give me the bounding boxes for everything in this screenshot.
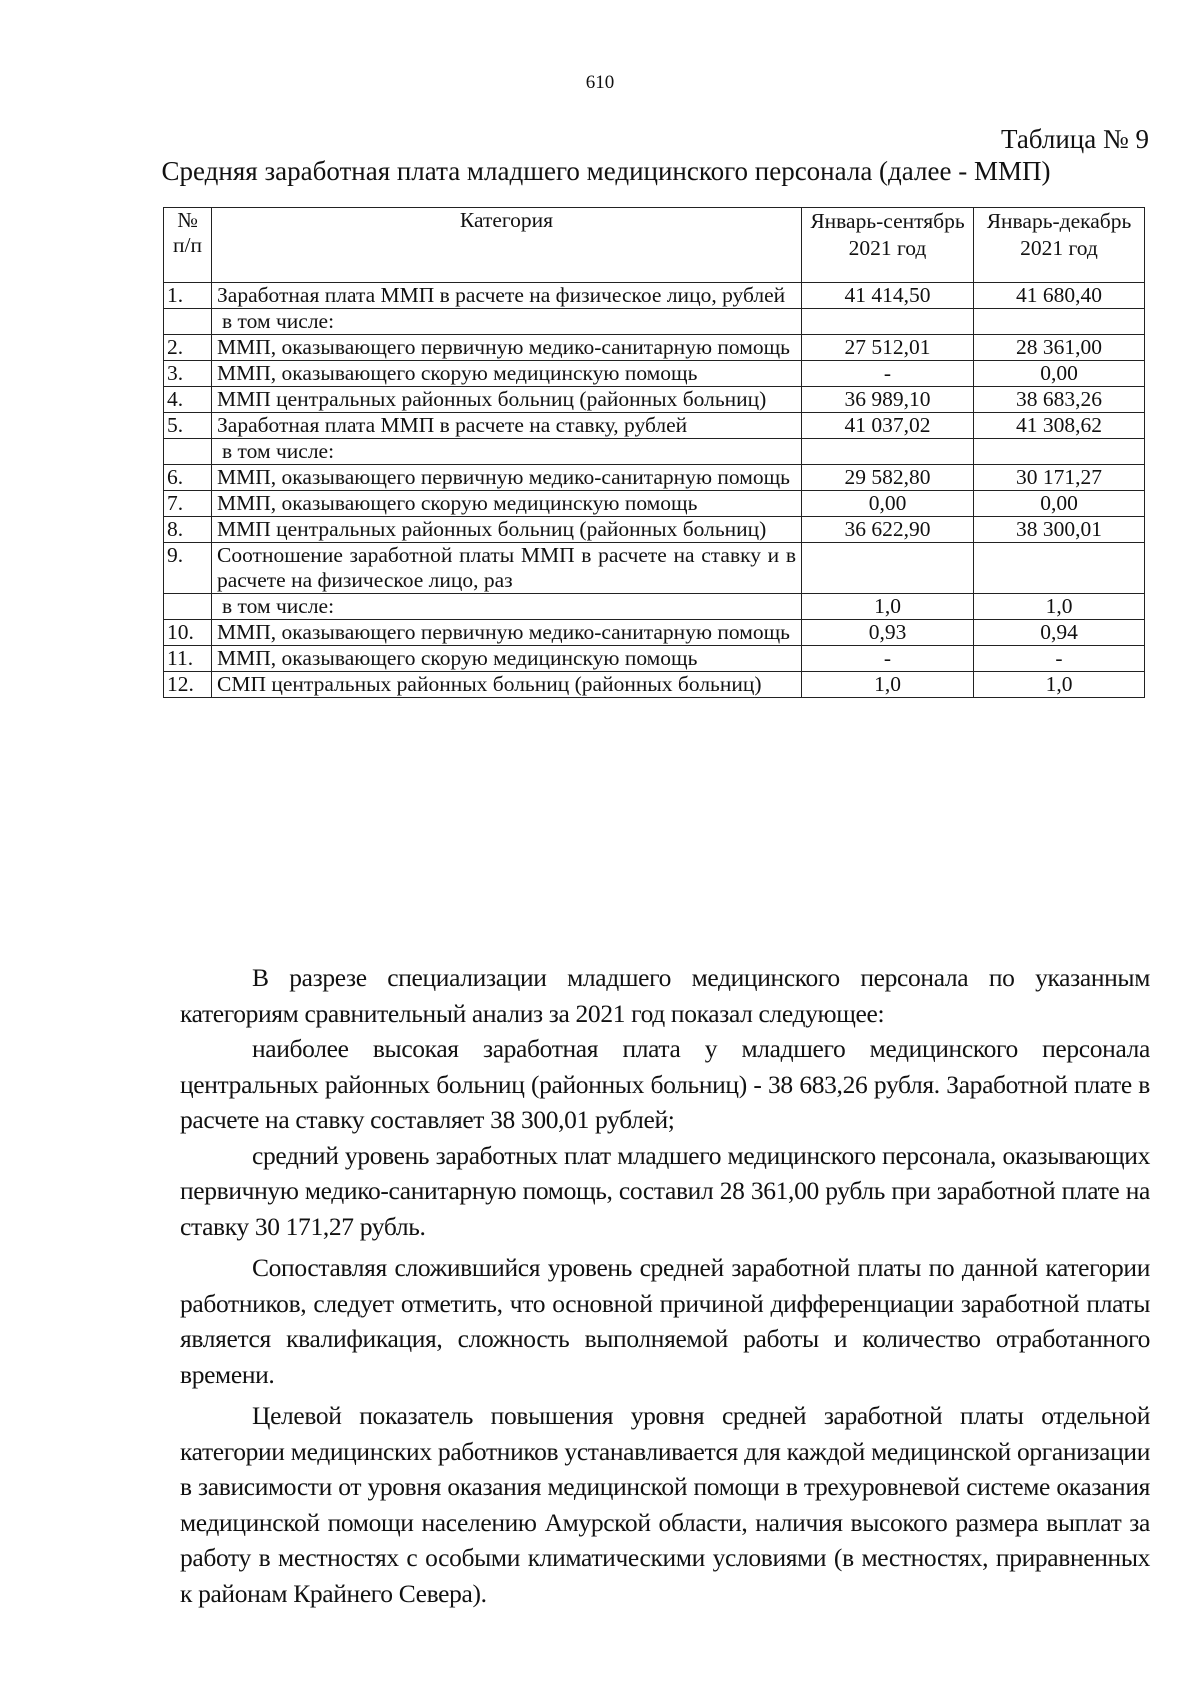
row-value-period-2: 1,0 xyxy=(974,672,1145,698)
row-num: 4. xyxy=(164,387,212,413)
table-row xyxy=(164,646,1145,672)
row-value-period-1 xyxy=(802,439,974,465)
header-period-2: Январь-декабрь 2021 год xyxy=(974,208,1145,283)
row-category: ММП, оказывающего первичную медико-санитарную помощь xyxy=(212,620,802,646)
table-row xyxy=(164,361,1145,387)
row-num: 1. xyxy=(164,283,212,309)
row-value-period-2: 0,00 xyxy=(974,491,1145,517)
row-value-period-1: 1,0 xyxy=(802,672,974,698)
row-category: в том числе: xyxy=(212,594,802,620)
row-num: 5. xyxy=(164,413,212,439)
header-category: Категория xyxy=(212,208,802,283)
header-num: № п/п xyxy=(164,208,212,283)
row-value-period-2: 41 308,62 xyxy=(974,413,1145,439)
table-header-row xyxy=(164,208,1145,283)
row-value-period-1: 1,0 xyxy=(802,594,974,620)
row-value-period-2: 0,00 xyxy=(974,361,1145,387)
page-number: 610 xyxy=(585,72,615,93)
table-row xyxy=(164,439,1145,465)
row-num xyxy=(164,594,212,620)
row-value-period-2: 41 680,40 xyxy=(974,283,1145,309)
row-category: ММП, оказывающего скорую медицинскую помощь xyxy=(212,646,802,672)
row-num: 10. xyxy=(164,620,212,646)
paragraph: Целевой показатель повышения уровня средней заработной платы отдельной категории медицинских работников устанавливается для каждой медицинской организации в зависимости от уровня оказания медицинской помощи в трехуровневой системе оказания медицинской помощи населению Амурской области, наличия высокого размера выплат за работу в местностях с особыми климатическими условиями (в местностях, приравненных к районам Крайнего Севера). xyxy=(180,1401,1150,1608)
row-value-period-1: 41 414,50 xyxy=(802,283,974,309)
row-value-period-2 xyxy=(974,439,1145,465)
row-category: ММП центральных районных больниц (районных больниц) xyxy=(212,517,802,543)
row-value-period-1 xyxy=(802,543,974,594)
table-row xyxy=(164,283,1145,309)
row-category: ММП, оказывающего первичную медико-санитарную помощь xyxy=(212,335,802,361)
table-row xyxy=(164,517,1145,543)
row-num xyxy=(164,309,212,335)
header-period-1: Январь-сентябрь 2021 год xyxy=(802,208,974,283)
paragraph: наиболее высокая заработная плата у младшего медицинского персонала центральных районных больниц (районных больниц) - 38 683,26 рубля. Заработной плате в расчете на ставку составляет 38 300,01 рублей; xyxy=(180,1034,1150,1134)
row-value-period-2 xyxy=(974,309,1145,335)
paragraph: В разрезе специализации младшего медицинского персонала по указанным категориям сравнительный анализ за 2021 год показал следующее: xyxy=(180,963,1150,1028)
table-row xyxy=(164,620,1145,646)
row-num: 2. xyxy=(164,335,212,361)
row-value-period-1: 41 037,02 xyxy=(802,413,974,439)
row-category: Соотношение заработной платы ММП в расчете на ставку и в расчете на физическое лицо, раз xyxy=(212,543,802,594)
table-title: Средняя заработная плата младшего медицинского персонала (далее - ММП) xyxy=(161,156,1051,186)
row-value-period-1: 0,93 xyxy=(802,620,974,646)
table-row xyxy=(164,387,1145,413)
table-row xyxy=(164,543,1145,594)
row-value-period-1: 36 989,10 xyxy=(802,387,974,413)
row-num: 12. xyxy=(164,672,212,698)
table-label: Таблица № 9 xyxy=(1001,124,1149,154)
row-value-period-2: 38 683,26 xyxy=(974,387,1145,413)
row-value-period-2: 30 171,27 xyxy=(974,465,1145,491)
table-row xyxy=(164,413,1145,439)
row-num: 7. xyxy=(164,491,212,517)
row-value-period-1: 36 622,90 xyxy=(802,517,974,543)
paragraph: средний уровень заработных плат младшего медицинского персонала, оказывающих первичную медико-санитарную помощь, составил 28 361,00 рубль при заработной плате на ставку 30 171,27 рубль. xyxy=(180,1140,1150,1241)
row-num: 6. xyxy=(164,465,212,491)
body-text xyxy=(180,960,1150,1611)
row-num: 11. xyxy=(164,646,212,672)
row-value-period-1: 29 582,80 xyxy=(802,465,974,491)
row-value-period-1 xyxy=(802,309,974,335)
row-value-period-2: - xyxy=(974,646,1145,672)
row-value-period-2 xyxy=(974,543,1145,594)
row-category: ММП, оказывающего первичную медико-санитарную помощь xyxy=(212,465,802,491)
row-category: в том числе: xyxy=(212,309,802,335)
table-row xyxy=(164,594,1145,620)
row-value-period-1: - xyxy=(802,646,974,672)
row-category: ММП, оказывающего скорую медицинскую помощь xyxy=(212,361,802,387)
salary-table xyxy=(163,207,1145,698)
paragraph: Сопоставляя сложившийся уровень средней заработной платы по данной категории работников, следует отметить, что основной причиной дифференциации заработной платы является квалификация, сложность выполняемой работы и количество отработанного времени. xyxy=(180,1253,1150,1389)
row-category: ММП центральных районных больниц (районных больниц) xyxy=(212,387,802,413)
row-value-period-2: 0,94 xyxy=(974,620,1145,646)
table-row xyxy=(164,335,1145,361)
row-value-period-1: 27 512,01 xyxy=(802,335,974,361)
row-category: Заработная плата ММП в расчете на физическое лицо, рублей xyxy=(212,283,802,309)
table-body xyxy=(164,283,1145,698)
table-row xyxy=(164,672,1145,698)
table-row xyxy=(164,309,1145,335)
table-row xyxy=(164,491,1145,517)
row-num: 9. xyxy=(164,543,212,594)
row-category: ММП, оказывающего скорую медицинскую помощь xyxy=(212,491,802,517)
row-value-period-1: - xyxy=(802,361,974,387)
row-value-period-2: 1,0 xyxy=(974,594,1145,620)
row-value-period-1: 0,00 xyxy=(802,491,974,517)
row-category: СМП центральных районных больниц (районных больниц) xyxy=(212,672,802,698)
row-value-period-2: 38 300,01 xyxy=(974,517,1145,543)
row-value-period-2: 28 361,00 xyxy=(974,335,1145,361)
row-category: в том числе: xyxy=(212,439,802,465)
row-category: Заработная плата ММП в расчете на ставку, рублей xyxy=(212,413,802,439)
row-num xyxy=(164,439,212,465)
row-num: 3. xyxy=(164,361,212,387)
table-row xyxy=(164,465,1145,491)
row-num: 8. xyxy=(164,517,212,543)
